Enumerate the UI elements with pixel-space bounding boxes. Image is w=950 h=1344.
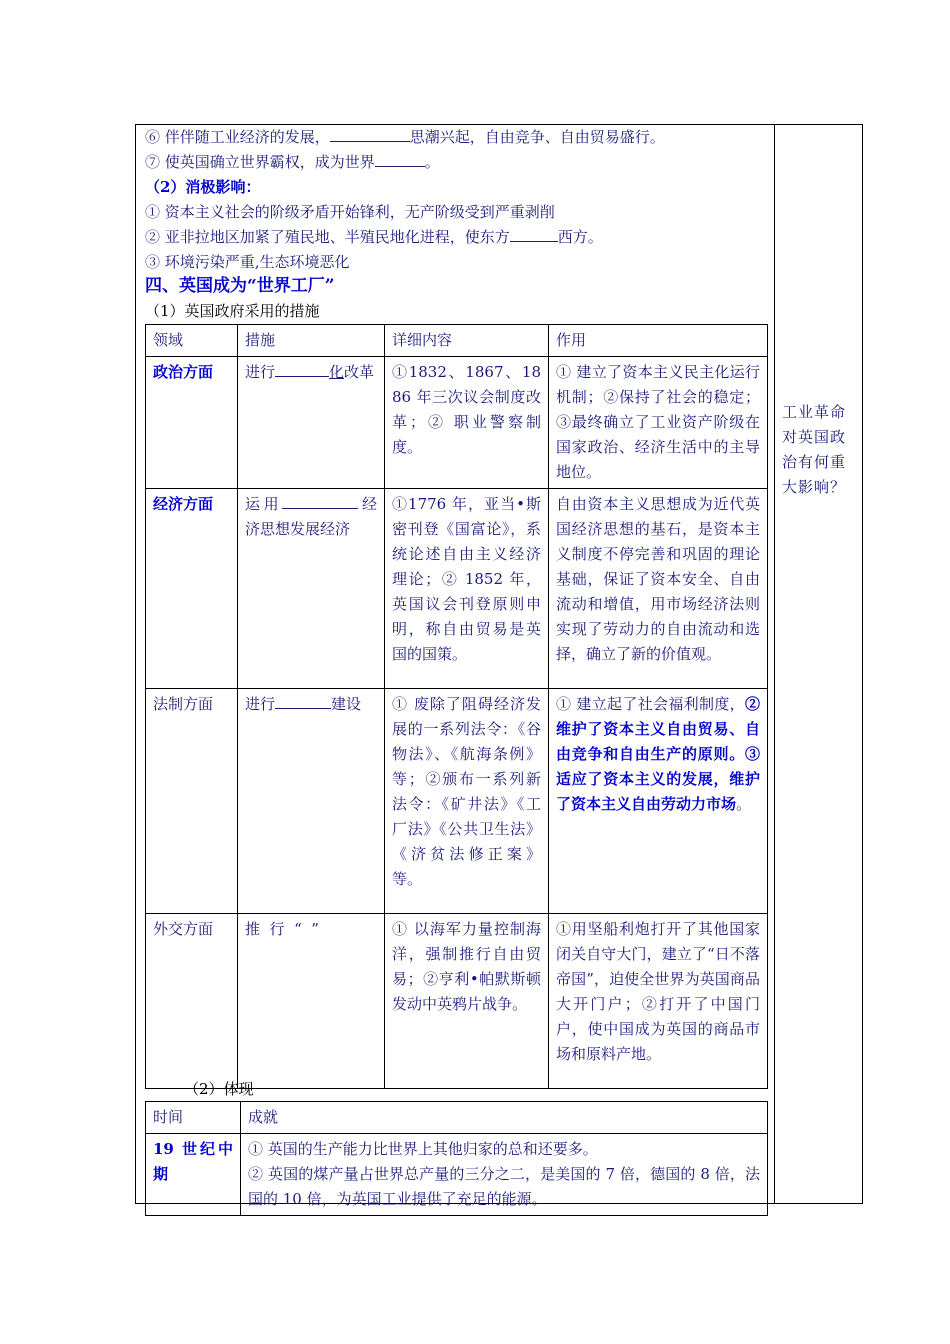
line-7-text-pre: ⑦ 使英国确立世界霸权，成为世界 (145, 153, 375, 171)
line-7-text-post: 。 (424, 153, 440, 171)
negative-impact-3: ③ 环境污染严重,生态环境恶化 (145, 253, 350, 271)
row-time: 19 世纪中期 (146, 1134, 241, 1216)
negative-impact-2-post: 西方。 (557, 228, 603, 246)
header-measure: 措施 (238, 325, 385, 357)
negative-impact-2-pre: ② 亚非拉地区加紧了殖民地、半殖民地化进程，使东方 (145, 228, 510, 246)
row-detail: ① 废除了阻碍经济发展的一系列法令：《谷物法》、《航海条例》等；②颁布一系列新法令：《矿井法》《工厂法》《公共卫生法》《济贫法修正案》等。 (385, 689, 549, 914)
fill-blank[interactable] (282, 492, 358, 509)
row-field: 法制方面 (146, 689, 238, 914)
fill-blank[interactable] (375, 150, 425, 167)
measure-text: 进行 (245, 363, 276, 381)
row-detail: ①1832、1867、1886 年三次议会制度改革；② 职业警察制度。 (385, 357, 549, 489)
row-field: 经济方面 (146, 489, 238, 689)
effect-text: ① 建立起了社会福利制度， (556, 695, 745, 713)
achievements-table (145, 1101, 768, 1216)
side-question: 工业革命对英国政治有何重大影响？ (782, 403, 847, 496)
table-row (146, 914, 768, 1089)
row-measure (238, 489, 385, 689)
row-effect: 自由资本主义思想成为近代英国经济思想的基石，是资本主义制度不停完善和巩固的理论基础，保证了资本安全、自由流动和增值，用市场经济法则实现了劳动力的自由流动和选择，确立了新的价值观。 (549, 489, 768, 689)
negative-impact-1: ① 资本主义社会的阶级矛盾开始锋利，无产阶级受到严重剥削 (145, 203, 555, 221)
achievement-1: ① 英国的生产能力比世界上其他归家的总和还要多。 (248, 1140, 598, 1158)
header-field: 领域 (146, 325, 238, 357)
fill-blank[interactable] (275, 360, 329, 377)
negative-impact-2 (145, 225, 603, 249)
row-detail: ①1776 年，亚当•斯密刊登《国富论》，系统论述自由主义经济理论；② 1852 年，英国议会刊登原则申明，称自由贸易是英国的国策。 (385, 489, 549, 689)
line-7 (145, 150, 440, 174)
row-effect: ① 建立了资本主义民主化运行机制；②保持了社会的稳定；③最终确立了工业资产阶级在国家政治、经济生活中的主导地位。 (549, 357, 768, 489)
negative-impact-title: （2）消极影响： (145, 178, 261, 196)
subheading-manifestation: （2）体现 (184, 1080, 254, 1098)
line-6-text-pre: ⑥ 伴伴随工业经济的发展， (145, 128, 330, 146)
subheading-measures: （1）英国政府采用的措施 (145, 302, 320, 320)
row-achievement (241, 1134, 768, 1216)
measure-text: 改革 (344, 363, 375, 381)
row-measure (238, 357, 385, 489)
effect-text: 。 (736, 795, 752, 813)
row-effect: ①用坚船利炮打开了其他国家闭关自守大门，建立了“日不落帝国”，迫使全世界为英国商品大开门户；②打开了中国门户，使中国成为英国的商品市场和原料产地。 (549, 914, 768, 1089)
table-row (146, 1134, 768, 1216)
table-row (146, 489, 768, 689)
table-header-row (146, 1102, 768, 1134)
measure-text: 经济思想发展经济 (245, 495, 377, 538)
row-field: 外交方面 (146, 914, 238, 1089)
table-row (146, 689, 768, 914)
row-measure (238, 689, 385, 914)
section-4-heading: 四、英国成为“世界工厂” (145, 276, 335, 296)
header-time: 时间 (146, 1102, 241, 1134)
row-field: 政治方面 (146, 357, 238, 489)
measure-text: 化 (329, 363, 345, 381)
measure-text: 进行 (245, 695, 276, 713)
fill-blank[interactable] (510, 225, 558, 242)
measures-table (145, 324, 768, 1089)
measure-text: 运用 (245, 495, 283, 513)
row-measure: 推 行 “ ” (238, 914, 385, 1089)
column-divider (774, 124, 775, 1204)
line-6-text-post: 思潮兴起，自由竞争、自由贸易盛行。 (409, 128, 665, 146)
effect-text-bold: ②维护了资本主义自由贸易、自由竞争和自由生产的原则。③适应了资本主义的发展，维护了资本主义自由劳动力市场 (556, 695, 760, 813)
line-6 (145, 125, 665, 149)
fill-blank[interactable] (275, 692, 331, 709)
header-effect: 作用 (549, 325, 768, 357)
row-detail: ① 以海军力量控制海洋，强制推行自由贸易；②亨利•帕默斯顿发动中英鸦片战争。 (385, 914, 549, 1089)
measure-text: 建设 (331, 695, 362, 713)
table-row (146, 357, 768, 489)
table-header-row (146, 325, 768, 357)
header-achievement: 成就 (241, 1102, 768, 1134)
fill-blank[interactable] (330, 125, 410, 142)
achievement-2: ② 英国的煤产量占世界总产量的三分之二，是美国的 7 倍，德国的 8 倍，法国的 10 倍，为英国工业提供了充足的能源。 (248, 1165, 760, 1208)
row-effect (549, 689, 768, 914)
header-detail: 详细内容 (385, 325, 549, 357)
